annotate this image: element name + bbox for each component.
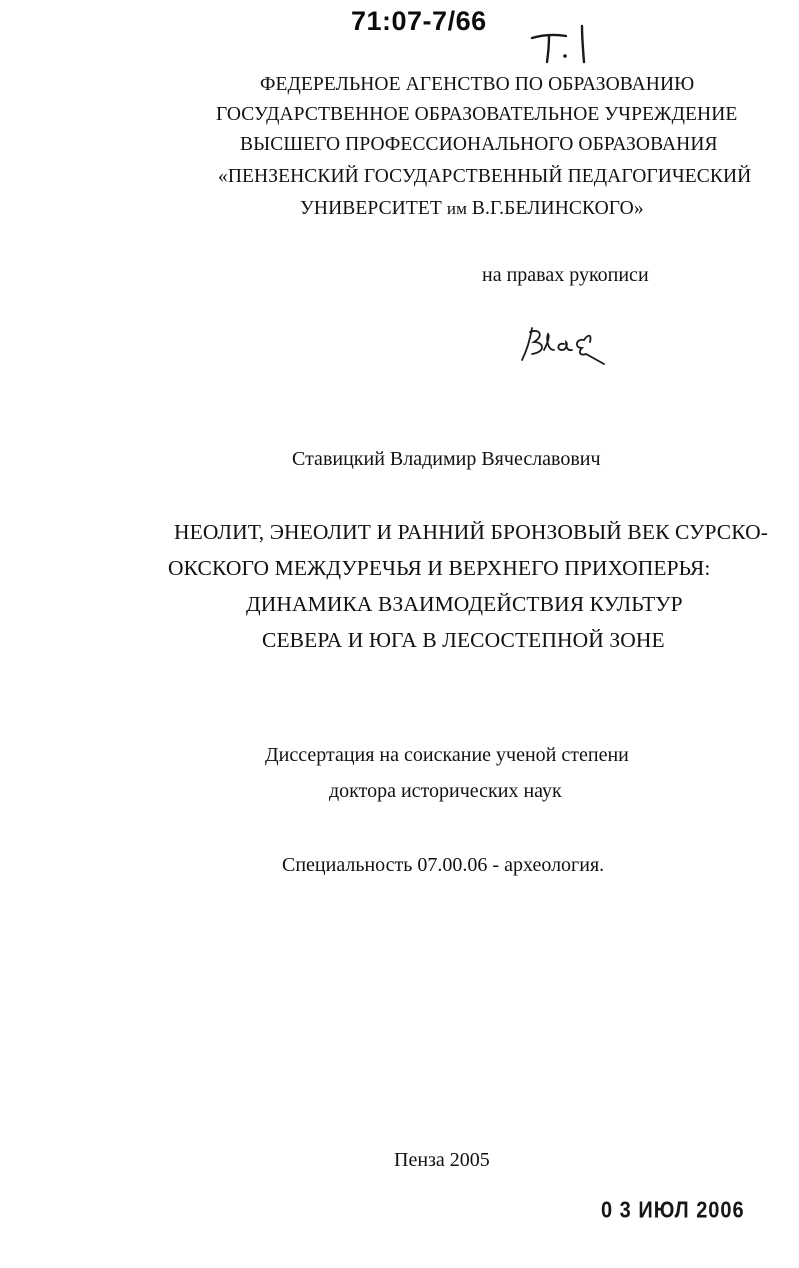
- handwritten-volume-mark: [528, 22, 598, 66]
- author-name: Ставицкий Владимир Вячеславович: [292, 448, 601, 470]
- institution-line-5: [300, 198, 644, 220]
- title-line-3: ДИНАМИКА ВЗАИМОДЕЙСТВИЯ КУЛЬТУР: [246, 592, 683, 616]
- title-line-4: СЕВЕРА И ЮГА В ЛЕСОСТЕПНОЙ ЗОНЕ: [262, 628, 665, 652]
- institution-line-5-part-a: УНИВЕРСИТЕТ: [300, 198, 447, 219]
- manuscript-note: на правах рукописи: [482, 264, 649, 286]
- specialty: Специальность 07.00.06 - археология.: [282, 854, 605, 876]
- degree-line-1: Диссертация на соискание ученой степени: [265, 744, 629, 766]
- author-signature: [518, 320, 610, 368]
- institution-line-5-part-b: им: [446, 199, 467, 218]
- catalog-number: 71:07-7/66: [351, 6, 487, 36]
- institution-line-3: ВЫСШЕГО ПРОФЕССИОНАЛЬНОГО ОБРАЗОВАНИЯ: [240, 134, 718, 155]
- institution-line-4: «ПЕНЗЕНСКИЙ ГОСУДАРСТВЕННЫЙ ПЕДАГОГИЧЕСКИЙ: [218, 166, 752, 187]
- institution-line-1: ФЕДЕРЕЛЬНОЕ АГЕНСТВО ПО ОБРАЗОВАНИЮ: [260, 74, 695, 95]
- degree-line-2: доктора исторических наук: [329, 780, 562, 802]
- title-line-2: ОКСКОГО МЕЖДУРЕЧЬЯ И ВЕРХНЕГО ПРИХОПЕРЬЯ:: [168, 556, 711, 580]
- place-year: Пенза 2005: [394, 1149, 490, 1171]
- receipt-date-stamp: 0 3 ИЮЛ 2006: [601, 1198, 745, 1224]
- title-line-1: НЕОЛИТ, ЭНЕОЛИТ И РАННИЙ БРОНЗОВЫЙ ВЕК СУРСКО-: [174, 520, 769, 544]
- institution-line-5-part-c: В.Г.БЕЛИНСКОГО»: [466, 198, 644, 219]
- institution-line-2: ГОСУДАРСТВЕННОЕ ОБРАЗОВАТЕЛЬНОЕ УЧРЕЖДЕНИЕ: [216, 104, 738, 125]
